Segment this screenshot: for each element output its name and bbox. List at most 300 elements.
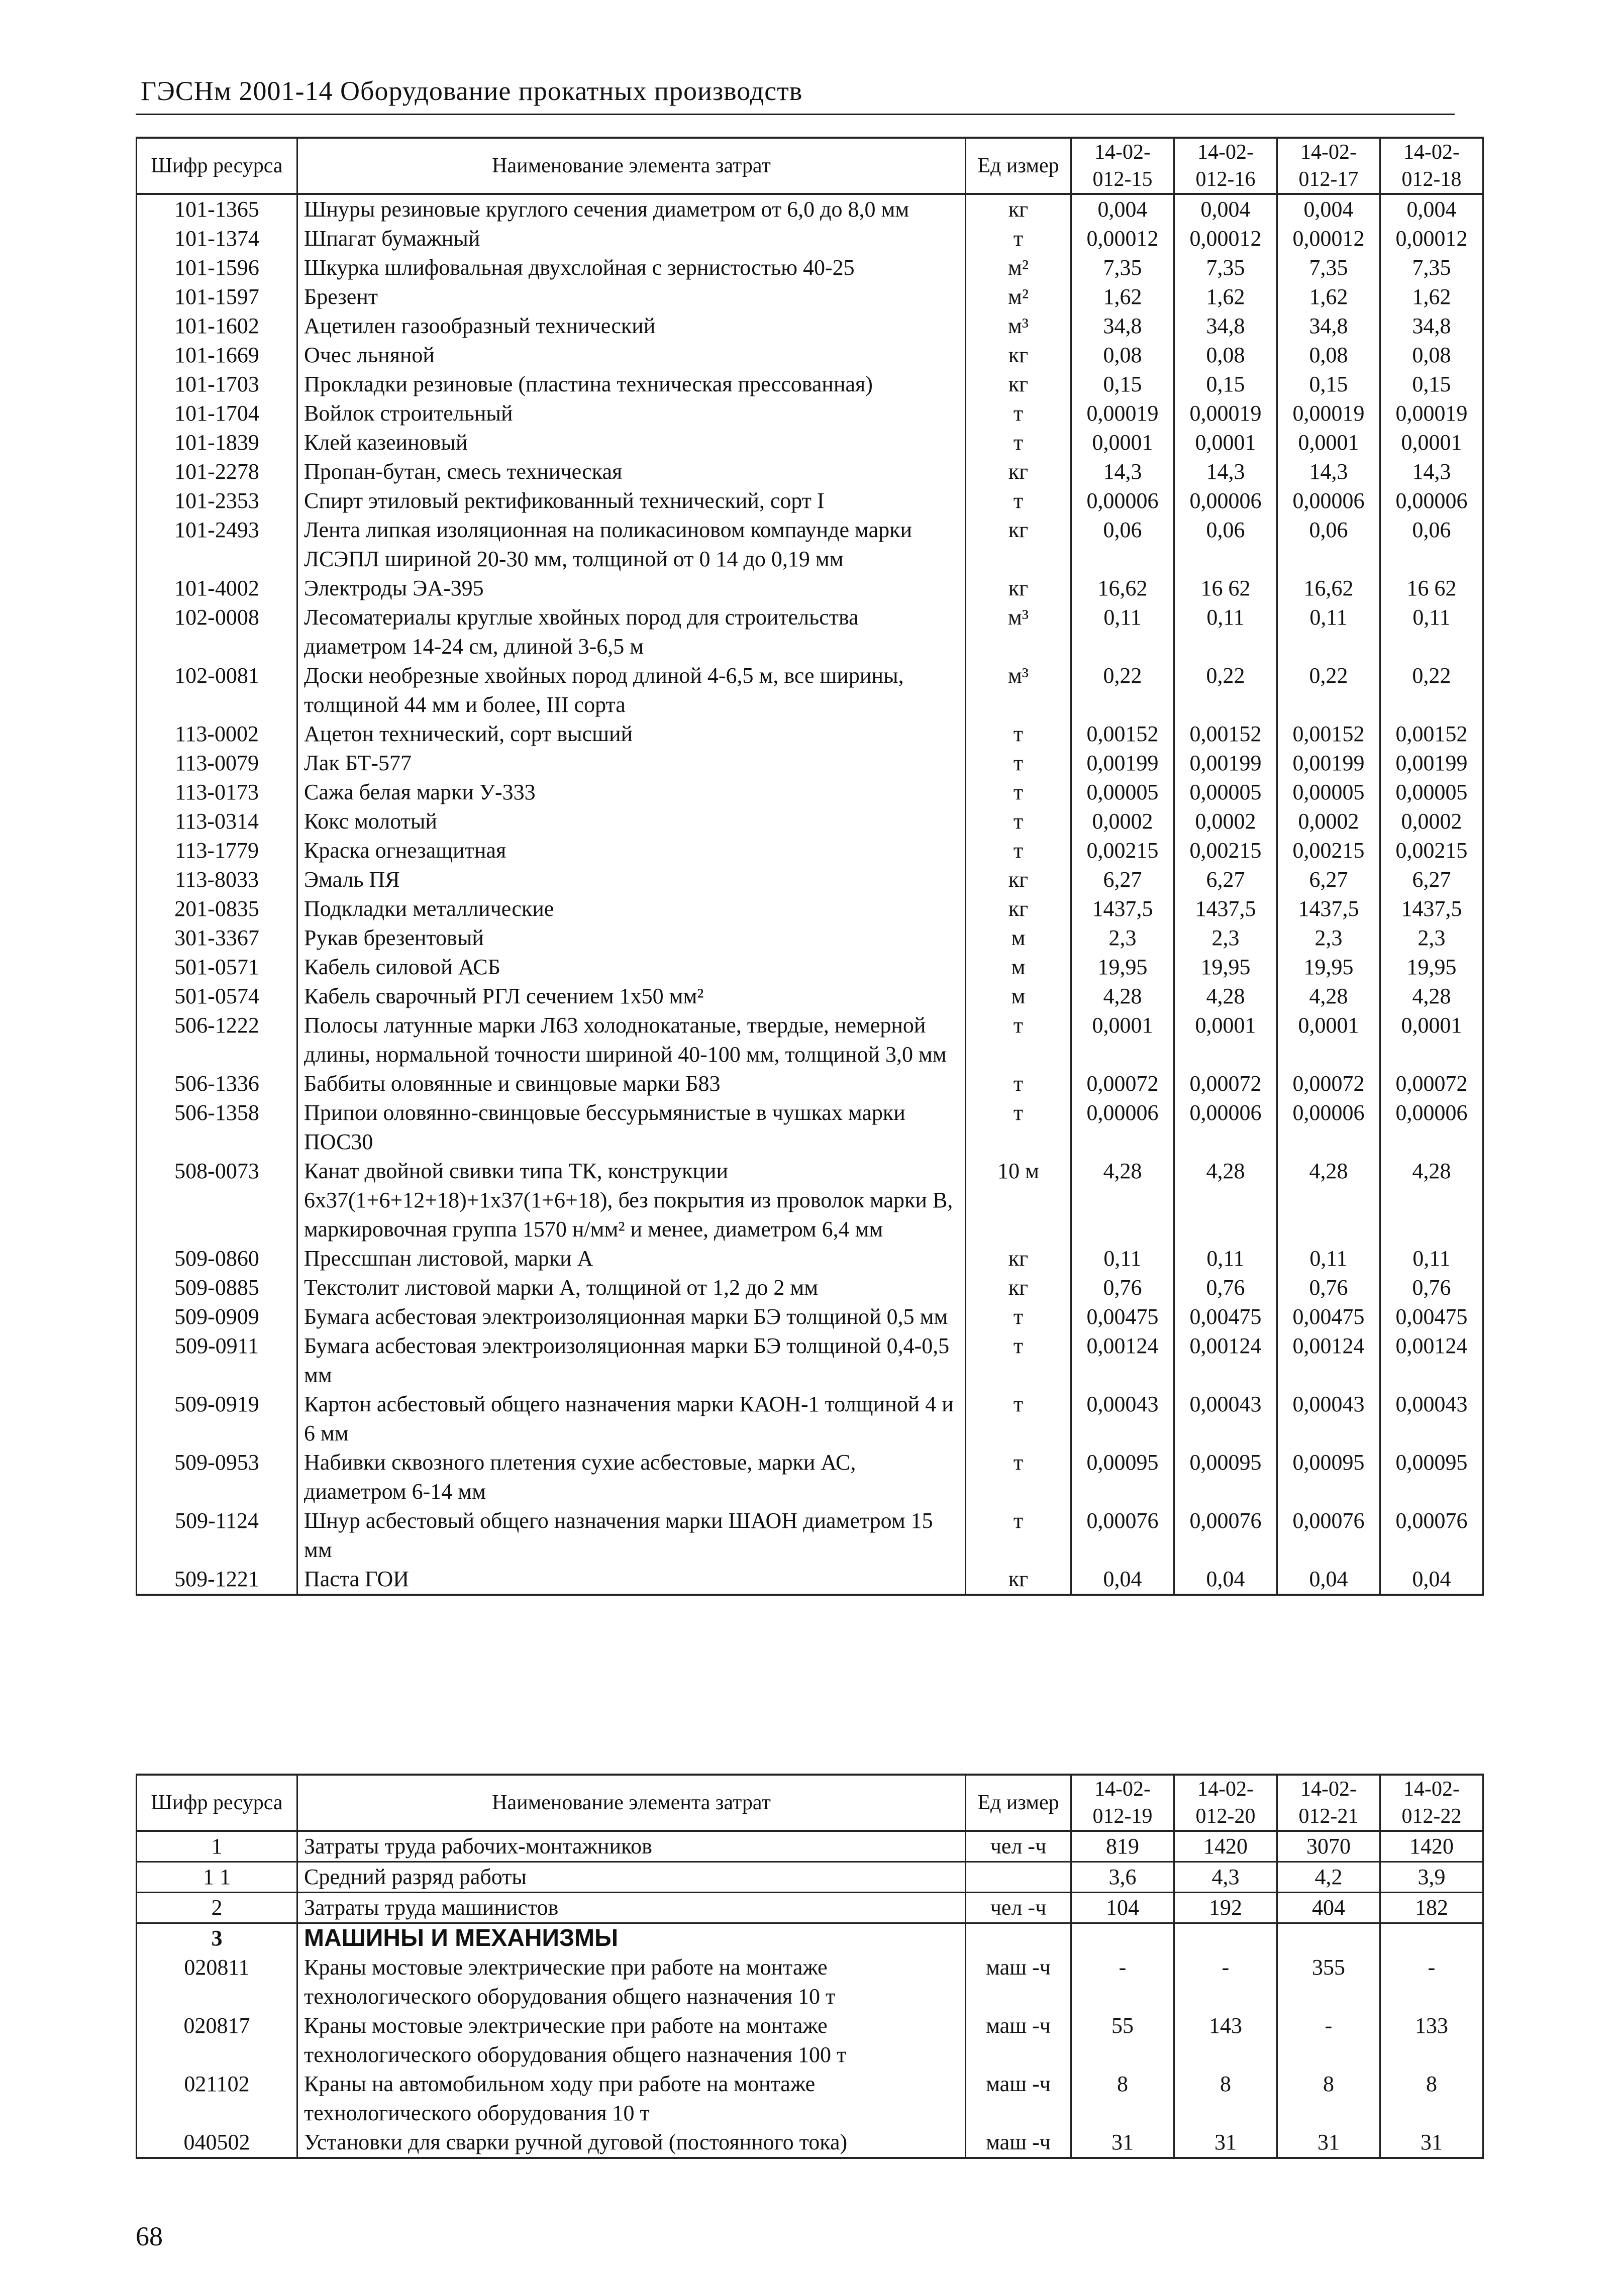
value-cell: 0,0002 bbox=[1277, 807, 1380, 836]
resource-code-cell: 509-0953 bbox=[137, 1448, 297, 1506]
value-cell: 0,00043 bbox=[1380, 1390, 1483, 1448]
table-row bbox=[137, 1953, 1483, 2011]
value-cell: 6,27 bbox=[1380, 865, 1483, 894]
value-cell: 182 bbox=[1380, 1893, 1483, 1923]
unit-cell: маш -ч bbox=[966, 1953, 1071, 2011]
resource-name-cell: Краны мостовые электрические при работе на монтаже технологического оборудования общего назначения 10 т bbox=[297, 1953, 966, 2011]
table-row bbox=[137, 1302, 1483, 1331]
value-cell: 34,8 bbox=[1174, 312, 1277, 341]
value-cell: 0,00095 bbox=[1277, 1448, 1380, 1506]
resource-code-cell: 508-0073 bbox=[137, 1157, 297, 1244]
resource-code-cell: 113-0079 bbox=[137, 749, 297, 778]
value-cell: 0,00006 bbox=[1277, 1098, 1380, 1157]
resources-table bbox=[136, 137, 1484, 1596]
resource-code-cell: 101-2353 bbox=[137, 486, 297, 515]
value-cell: 0,00005 bbox=[1277, 778, 1380, 807]
resource-name-cell: Канат двойной свивки типа ТК, конструкции 6х37(1+6+12+18)+1х37(1+6+18), без покрытия из проволок марки В, маркировочная группа 1570 н/мм² и менее, диаметром 6,4 мм bbox=[297, 1157, 966, 1244]
resource-name-cell: Электроды ЭА-395 bbox=[297, 574, 966, 603]
resource-name-cell: Лесоматериалы круглые хвойных пород для строительства диаметром 14-24 см, длиной 3-6,5 м bbox=[297, 603, 966, 661]
table-row bbox=[137, 457, 1483, 486]
table-row bbox=[137, 807, 1483, 836]
value-cell: 31 bbox=[1071, 2128, 1174, 2158]
value-cell: 0,00095 bbox=[1174, 1448, 1277, 1506]
resource-name-cell: Кабель силовой АСБ bbox=[297, 953, 966, 982]
unit-cell: т bbox=[966, 719, 1071, 749]
value-cell: 0,00072 bbox=[1174, 1069, 1277, 1098]
unit-cell: т bbox=[966, 1506, 1071, 1565]
resource-name-cell: Пропан-бутан, смесь техническая bbox=[297, 457, 966, 486]
table-row bbox=[137, 1011, 1483, 1069]
resource-name-cell: Очес льняной bbox=[297, 341, 966, 370]
resource-code-cell: 509-1124 bbox=[137, 1506, 297, 1565]
value-cell: 55 bbox=[1071, 2011, 1174, 2070]
value-cell: 0,00006 bbox=[1380, 486, 1483, 515]
value-cell: 0,00019 bbox=[1277, 399, 1380, 428]
resource-code-cell: 509-0885 bbox=[137, 1273, 297, 1302]
table-row bbox=[137, 2128, 1483, 2158]
unit-cell: т bbox=[966, 224, 1071, 253]
resource-name-cell: Шпагат бумажный bbox=[297, 224, 966, 253]
value-cell: 31 bbox=[1277, 2128, 1380, 2158]
resource-name-cell: МАШИНЫ И МЕХАНИЗМЫ bbox=[297, 1923, 966, 1953]
value-cell: 0,22 bbox=[1071, 661, 1174, 719]
resource-name-cell: Ацетилен газообразный технический bbox=[297, 312, 966, 341]
unit-cell: кг bbox=[966, 1273, 1071, 1302]
resource-name-cell: Баббиты оловянные и свинцовые марки Б83 bbox=[297, 1069, 966, 1098]
column-header: 14-02-012-21 bbox=[1277, 1775, 1380, 1831]
resource-name-cell: Кокс молотый bbox=[297, 807, 966, 836]
value-cell: 0,00043 bbox=[1071, 1390, 1174, 1448]
resource-code-cell: 509-0860 bbox=[137, 1244, 297, 1273]
value-cell: 6,27 bbox=[1174, 865, 1277, 894]
column-header: Шифр ресурса bbox=[137, 1775, 297, 1831]
unit-cell: т bbox=[966, 778, 1071, 807]
resource-name-cell: Рукав брезентовый bbox=[297, 923, 966, 953]
resource-code-cell: 021102 bbox=[137, 2070, 297, 2128]
resource-code-cell: 506-1358 bbox=[137, 1098, 297, 1157]
value-cell: 0,22 bbox=[1174, 661, 1277, 719]
value-cell: 34,8 bbox=[1277, 312, 1380, 341]
table-row bbox=[137, 1506, 1483, 1565]
value-cell bbox=[1071, 1923, 1174, 1953]
resource-name-cell: Краска огнезащитная bbox=[297, 836, 966, 865]
resource-code-cell: 102-0081 bbox=[137, 661, 297, 719]
resource-name-cell: Спирт этиловый ректификованный технический, сорт I bbox=[297, 486, 966, 515]
value-cell: 1437,5 bbox=[1380, 894, 1483, 923]
value-cell: 0,00124 bbox=[1174, 1331, 1277, 1390]
resource-code-cell: 101-1597 bbox=[137, 282, 297, 312]
value-cell: 0,00005 bbox=[1174, 778, 1277, 807]
table-row bbox=[137, 953, 1483, 982]
column-header: Ед измер bbox=[966, 138, 1071, 194]
value-cell: 4,28 bbox=[1174, 1157, 1277, 1244]
table-row bbox=[137, 1862, 1483, 1893]
resource-code-cell: 113-0173 bbox=[137, 778, 297, 807]
value-cell: 1420 bbox=[1380, 1831, 1483, 1862]
unit-cell: м bbox=[966, 953, 1071, 982]
value-cell: 3,9 bbox=[1380, 1862, 1483, 1893]
table-row bbox=[137, 836, 1483, 865]
value-cell: 16,62 bbox=[1071, 574, 1174, 603]
resource-name-cell: Шнуры резиновые круглого сечения диаметром от 6,0 до 8,0 мм bbox=[297, 194, 966, 224]
resource-name-cell: Прокладки резиновые (пластина техническая прессованная) bbox=[297, 370, 966, 399]
resource-code-cell: 101-2278 bbox=[137, 457, 297, 486]
resource-code-cell: 113-8033 bbox=[137, 865, 297, 894]
value-cell: 0,00072 bbox=[1277, 1069, 1380, 1098]
value-cell: 133 bbox=[1380, 2011, 1483, 2070]
value-cell: 0,00072 bbox=[1071, 1069, 1174, 1098]
unit-cell: м² bbox=[966, 282, 1071, 312]
resource-code-cell: 501-0571 bbox=[137, 953, 297, 982]
value-cell: 192 bbox=[1174, 1893, 1277, 1923]
value-cell: 3,6 bbox=[1071, 1862, 1174, 1893]
value-cell: 0,76 bbox=[1071, 1273, 1174, 1302]
value-cell: 0,00043 bbox=[1174, 1390, 1277, 1448]
value-cell: - bbox=[1174, 1953, 1277, 2011]
value-cell: 0,00076 bbox=[1380, 1506, 1483, 1565]
resource-name-cell: Доски необрезные хвойных пород длиной 4-6,5 м, все ширины, толщиной 44 мм и более, III сорта bbox=[297, 661, 966, 719]
resource-name-cell: Эмаль ПЯ bbox=[297, 865, 966, 894]
table-row bbox=[137, 1448, 1483, 1506]
value-cell: 0,15 bbox=[1380, 370, 1483, 399]
unit-cell: т bbox=[966, 1011, 1071, 1069]
value-cell bbox=[1277, 1923, 1380, 1953]
resource-code-cell: 113-0002 bbox=[137, 719, 297, 749]
table-row bbox=[137, 428, 1483, 457]
table-row bbox=[137, 894, 1483, 923]
resource-name-cell: Брезент bbox=[297, 282, 966, 312]
value-cell: 0,0001 bbox=[1071, 1011, 1174, 1069]
value-cell: 8 bbox=[1277, 2070, 1380, 2128]
table-row bbox=[137, 1831, 1483, 1862]
resource-name-cell: Ацетон технический, сорт высший bbox=[297, 719, 966, 749]
column-header: Наименование элемента затрат bbox=[297, 1775, 966, 1831]
value-cell: 14,3 bbox=[1277, 457, 1380, 486]
value-cell: 0,00006 bbox=[1071, 486, 1174, 515]
resource-name-cell: Установки для сварки ручной дуговой (постоянного тока) bbox=[297, 2128, 966, 2158]
value-cell: 34,8 bbox=[1071, 312, 1174, 341]
resource-name-cell: Лак БТ-577 bbox=[297, 749, 966, 778]
value-cell: 19,95 bbox=[1277, 953, 1380, 982]
table-row bbox=[137, 1331, 1483, 1390]
value-cell: 4,28 bbox=[1071, 982, 1174, 1011]
resource-name-cell: Шнур асбестовый общего назначения марки ШАОН диаметром 15 мм bbox=[297, 1506, 966, 1565]
value-cell: 0,00019 bbox=[1380, 399, 1483, 428]
resource-code-cell: 101-1596 bbox=[137, 253, 297, 282]
column-header: Ед измер bbox=[966, 1775, 1071, 1831]
table-row bbox=[137, 1273, 1483, 1302]
resource-code-cell: 113-0314 bbox=[137, 807, 297, 836]
unit-cell: кг bbox=[966, 341, 1071, 370]
resource-name-cell: Текстолит листовой марки А, толщиной от 1,2 до 2 мм bbox=[297, 1273, 966, 1302]
value-cell bbox=[1380, 1923, 1483, 1953]
resource-name-cell: Кабель сварочный РГЛ сечением 1х50 мм² bbox=[297, 982, 966, 1011]
value-cell: 0,00095 bbox=[1071, 1448, 1174, 1506]
value-cell: 0,00124 bbox=[1071, 1331, 1174, 1390]
value-cell: 0,00199 bbox=[1277, 749, 1380, 778]
resource-name-cell: Полосы латунные марки Л63 холоднокатаные, твердые, немерной длины, нормальной точности шириной 40-100 мм, толщиной 3,0 мм bbox=[297, 1011, 966, 1069]
value-cell: 0,0001 bbox=[1174, 1011, 1277, 1069]
value-cell: 19,95 bbox=[1174, 953, 1277, 982]
resource-code-cell: 101-1669 bbox=[137, 341, 297, 370]
value-cell: 0,00012 bbox=[1380, 224, 1483, 253]
table-header-row bbox=[137, 1775, 1483, 1831]
value-cell: 0,00005 bbox=[1380, 778, 1483, 807]
value-cell: 31 bbox=[1174, 2128, 1277, 2158]
value-cell: 2,3 bbox=[1071, 923, 1174, 953]
unit-cell: чел -ч bbox=[966, 1893, 1071, 1923]
value-cell: - bbox=[1380, 1953, 1483, 2011]
value-cell: 0,11 bbox=[1071, 1244, 1174, 1273]
value-cell: 1437,5 bbox=[1277, 894, 1380, 923]
column-header: 14-02-012-22 bbox=[1380, 1775, 1483, 1831]
unit-cell: кг bbox=[966, 515, 1071, 574]
table-row bbox=[137, 2070, 1483, 2128]
value-cell: 0,00215 bbox=[1277, 836, 1380, 865]
unit-cell: маш -ч bbox=[966, 2011, 1071, 2070]
value-cell: 0,00152 bbox=[1174, 719, 1277, 749]
value-cell: 4,28 bbox=[1071, 1157, 1174, 1244]
value-cell: 0,00124 bbox=[1380, 1331, 1483, 1390]
table-row bbox=[137, 603, 1483, 661]
resource-name-cell: Краны на автомобильном ходу при работе на монтаже технологического оборудования 10 т bbox=[297, 2070, 966, 2128]
page-header-title: ГЭСНм 2001-14 Оборудование прокатных производств bbox=[141, 76, 803, 106]
value-cell: 0,76 bbox=[1380, 1273, 1483, 1302]
value-cell: 0,11 bbox=[1071, 603, 1174, 661]
value-cell: 3070 bbox=[1277, 1831, 1380, 1862]
value-cell: 0,06 bbox=[1071, 515, 1174, 574]
value-cell: 0,0001 bbox=[1380, 1011, 1483, 1069]
value-cell: 0,00199 bbox=[1174, 749, 1277, 778]
value-cell: 1437,5 bbox=[1071, 894, 1174, 923]
value-cell: 0,00215 bbox=[1071, 836, 1174, 865]
unit-cell: т bbox=[966, 1098, 1071, 1157]
value-cell: 1,62 bbox=[1277, 282, 1380, 312]
column-header: 14-02-012-20 bbox=[1174, 1775, 1277, 1831]
value-cell: 0,04 bbox=[1174, 1565, 1277, 1595]
value-cell: 0,08 bbox=[1071, 341, 1174, 370]
table-row bbox=[137, 749, 1483, 778]
unit-cell: м³ bbox=[966, 312, 1071, 341]
value-cell: 0,00006 bbox=[1277, 486, 1380, 515]
unit-cell: т bbox=[966, 1069, 1071, 1098]
value-cell: 0,0001 bbox=[1277, 1011, 1380, 1069]
value-cell: 0,15 bbox=[1174, 370, 1277, 399]
value-cell: 0,04 bbox=[1277, 1565, 1380, 1595]
column-header: 14-02-012-18 bbox=[1380, 138, 1483, 194]
unit-cell: т bbox=[966, 486, 1071, 515]
value-cell: 2,3 bbox=[1380, 923, 1483, 953]
table-row bbox=[137, 341, 1483, 370]
table-row bbox=[137, 1244, 1483, 1273]
page-number: 68 bbox=[136, 2221, 163, 2251]
table-row bbox=[137, 719, 1483, 749]
value-cell: 6,27 bbox=[1277, 865, 1380, 894]
resource-code-cell: 101-1374 bbox=[137, 224, 297, 253]
unit-cell: маш -ч bbox=[966, 2070, 1071, 2128]
value-cell: 7,35 bbox=[1277, 253, 1380, 282]
value-cell: 0,11 bbox=[1277, 603, 1380, 661]
unit-cell: м³ bbox=[966, 603, 1071, 661]
unit-cell: кг bbox=[966, 865, 1071, 894]
value-cell: 0,0001 bbox=[1071, 428, 1174, 457]
resource-code-cell: 3 bbox=[137, 1923, 297, 1953]
value-cell: 2,3 bbox=[1277, 923, 1380, 953]
resource-name-cell: Набивки сквозного плетения сухие асбестовые, марки АС, диаметром 6-14 мм bbox=[297, 1448, 966, 1506]
value-cell: 0,0001 bbox=[1277, 428, 1380, 457]
value-cell: 19,95 bbox=[1380, 953, 1483, 982]
value-cell: 8 bbox=[1380, 2070, 1483, 2128]
value-cell: 0,08 bbox=[1380, 341, 1483, 370]
value-cell: 0,06 bbox=[1380, 515, 1483, 574]
table-row bbox=[137, 865, 1483, 894]
resource-code-cell: 201-0835 bbox=[137, 894, 297, 923]
value-cell: 0,00152 bbox=[1380, 719, 1483, 749]
column-header: 14-02-012-17 bbox=[1277, 138, 1380, 194]
table-row bbox=[137, 1923, 1483, 1953]
value-cell: 16 62 bbox=[1380, 574, 1483, 603]
value-cell: 0,04 bbox=[1071, 1565, 1174, 1595]
table-row bbox=[137, 370, 1483, 399]
value-cell: 0,00095 bbox=[1380, 1448, 1483, 1506]
table-row bbox=[137, 1157, 1483, 1244]
value-cell: 1,62 bbox=[1174, 282, 1277, 312]
value-cell: 0,0002 bbox=[1380, 807, 1483, 836]
value-cell: 0,06 bbox=[1277, 515, 1380, 574]
resource-name-cell: Клей казеиновый bbox=[297, 428, 966, 457]
table-row bbox=[137, 2011, 1483, 2070]
column-header: Наименование элемента затрат bbox=[297, 138, 966, 194]
table-row bbox=[137, 399, 1483, 428]
resource-code-cell: 506-1336 bbox=[137, 1069, 297, 1098]
unit-cell: м² bbox=[966, 253, 1071, 282]
resource-code-cell: 506-1222 bbox=[137, 1011, 297, 1069]
resource-name-cell: Подкладки металлические bbox=[297, 894, 966, 923]
value-cell bbox=[1174, 1923, 1277, 1953]
value-cell: 0,11 bbox=[1174, 603, 1277, 661]
value-cell: 4,28 bbox=[1277, 982, 1380, 1011]
resource-code-cell: 040502 bbox=[137, 2128, 297, 2158]
value-cell: 0,15 bbox=[1277, 370, 1380, 399]
resource-code-cell: 509-0911 bbox=[137, 1331, 297, 1390]
value-cell: 0,00199 bbox=[1071, 749, 1174, 778]
value-cell: 0,00006 bbox=[1174, 486, 1277, 515]
table-row bbox=[137, 982, 1483, 1011]
value-cell: 14,3 bbox=[1071, 457, 1174, 486]
table-row bbox=[137, 486, 1483, 515]
unit-cell: кг bbox=[966, 1565, 1071, 1595]
value-cell: 0,06 bbox=[1174, 515, 1277, 574]
resource-name-cell: Шкурка шлифовальная двухслойная с зернистостью 40-25 bbox=[297, 253, 966, 282]
resource-name-cell: Бумага асбестовая электроизоляционная марки БЭ толщиной 0,5 мм bbox=[297, 1302, 966, 1331]
labor-machines-table bbox=[136, 1774, 1484, 2159]
value-cell: 31 bbox=[1380, 2128, 1483, 2158]
value-cell: 6,27 bbox=[1071, 865, 1174, 894]
table-row bbox=[137, 515, 1483, 574]
value-cell: 0,00215 bbox=[1174, 836, 1277, 865]
value-cell: 0,00019 bbox=[1174, 399, 1277, 428]
table-row bbox=[137, 194, 1483, 224]
unit-cell bbox=[966, 1862, 1071, 1893]
resource-code-cell: 101-1365 bbox=[137, 194, 297, 224]
value-cell: 0,15 bbox=[1071, 370, 1174, 399]
value-cell: 0,00199 bbox=[1380, 749, 1483, 778]
value-cell: 0,00072 bbox=[1380, 1069, 1483, 1098]
value-cell: - bbox=[1277, 2011, 1380, 2070]
value-cell: 7,35 bbox=[1380, 253, 1483, 282]
table-row bbox=[137, 282, 1483, 312]
resource-code-cell: 301-3367 bbox=[137, 923, 297, 953]
value-cell: 7,35 bbox=[1071, 253, 1174, 282]
value-cell: 0,11 bbox=[1174, 1244, 1277, 1273]
resource-code-cell: 101-1839 bbox=[137, 428, 297, 457]
resource-name-cell: Войлок строительный bbox=[297, 399, 966, 428]
unit-cell: кг bbox=[966, 457, 1071, 486]
resource-name-cell: Средний разряд работы bbox=[297, 1862, 966, 1893]
resource-code-cell: 113-1779 bbox=[137, 836, 297, 865]
table-row bbox=[137, 1069, 1483, 1098]
value-cell: 4,2 bbox=[1277, 1862, 1380, 1893]
value-cell: 0,00152 bbox=[1071, 719, 1174, 749]
unit-cell: т bbox=[966, 749, 1071, 778]
value-cell: 0,11 bbox=[1380, 603, 1483, 661]
value-cell: 0,08 bbox=[1277, 341, 1380, 370]
value-cell: 1437,5 bbox=[1174, 894, 1277, 923]
table-row bbox=[137, 1390, 1483, 1448]
resource-code-cell: 101-2493 bbox=[137, 515, 297, 574]
resource-name-cell: Затраты труда рабочих-монтажников bbox=[297, 1831, 966, 1862]
unit-cell: т bbox=[966, 1448, 1071, 1506]
value-cell: 14,3 bbox=[1380, 457, 1483, 486]
value-cell: 0,00006 bbox=[1174, 1098, 1277, 1157]
value-cell: 0,04 bbox=[1380, 1565, 1483, 1595]
unit-cell: кг bbox=[966, 370, 1071, 399]
resource-code-cell: 102-0008 bbox=[137, 603, 297, 661]
value-cell: 0,22 bbox=[1380, 661, 1483, 719]
unit-cell: кг bbox=[966, 574, 1071, 603]
table-row bbox=[137, 574, 1483, 603]
resource-name-cell: Припои оловянно-свинцовые бессурьмянистые в чушках марки ПОС30 bbox=[297, 1098, 966, 1157]
table-row bbox=[137, 778, 1483, 807]
value-cell: 0,004 bbox=[1277, 194, 1380, 224]
unit-cell: т bbox=[966, 807, 1071, 836]
value-cell: 7,35 bbox=[1174, 253, 1277, 282]
value-cell: 19,95 bbox=[1071, 953, 1174, 982]
value-cell: 0,00076 bbox=[1277, 1506, 1380, 1565]
unit-cell: т bbox=[966, 1302, 1071, 1331]
value-cell: 4,3 bbox=[1174, 1862, 1277, 1893]
unit-cell: кг bbox=[966, 894, 1071, 923]
value-cell: 819 bbox=[1071, 1831, 1174, 1862]
table-row bbox=[137, 1565, 1483, 1595]
value-cell: 104 bbox=[1071, 1893, 1174, 1923]
resource-code-cell: 509-0909 bbox=[137, 1302, 297, 1331]
table-row bbox=[137, 224, 1483, 253]
unit-cell: чел -ч bbox=[966, 1831, 1071, 1862]
resource-code-cell: 501-0574 bbox=[137, 982, 297, 1011]
value-cell: 16 62 bbox=[1174, 574, 1277, 603]
resource-code-cell: 020817 bbox=[137, 2011, 297, 2070]
resource-code-cell: 1 1 bbox=[137, 1862, 297, 1893]
unit-cell: м bbox=[966, 982, 1071, 1011]
value-cell: 0,004 bbox=[1174, 194, 1277, 224]
value-cell: 0,0001 bbox=[1380, 428, 1483, 457]
value-cell: 0,00076 bbox=[1174, 1506, 1277, 1565]
resource-name-cell: Прессшпан листовой, марки А bbox=[297, 1244, 966, 1273]
resource-name-cell: Картон асбестовый общего назначения марки КАОН-1 толщиной 4 и 6 мм bbox=[297, 1390, 966, 1448]
resource-code-cell: 101-1704 bbox=[137, 399, 297, 428]
value-cell: 8 bbox=[1071, 2070, 1174, 2128]
